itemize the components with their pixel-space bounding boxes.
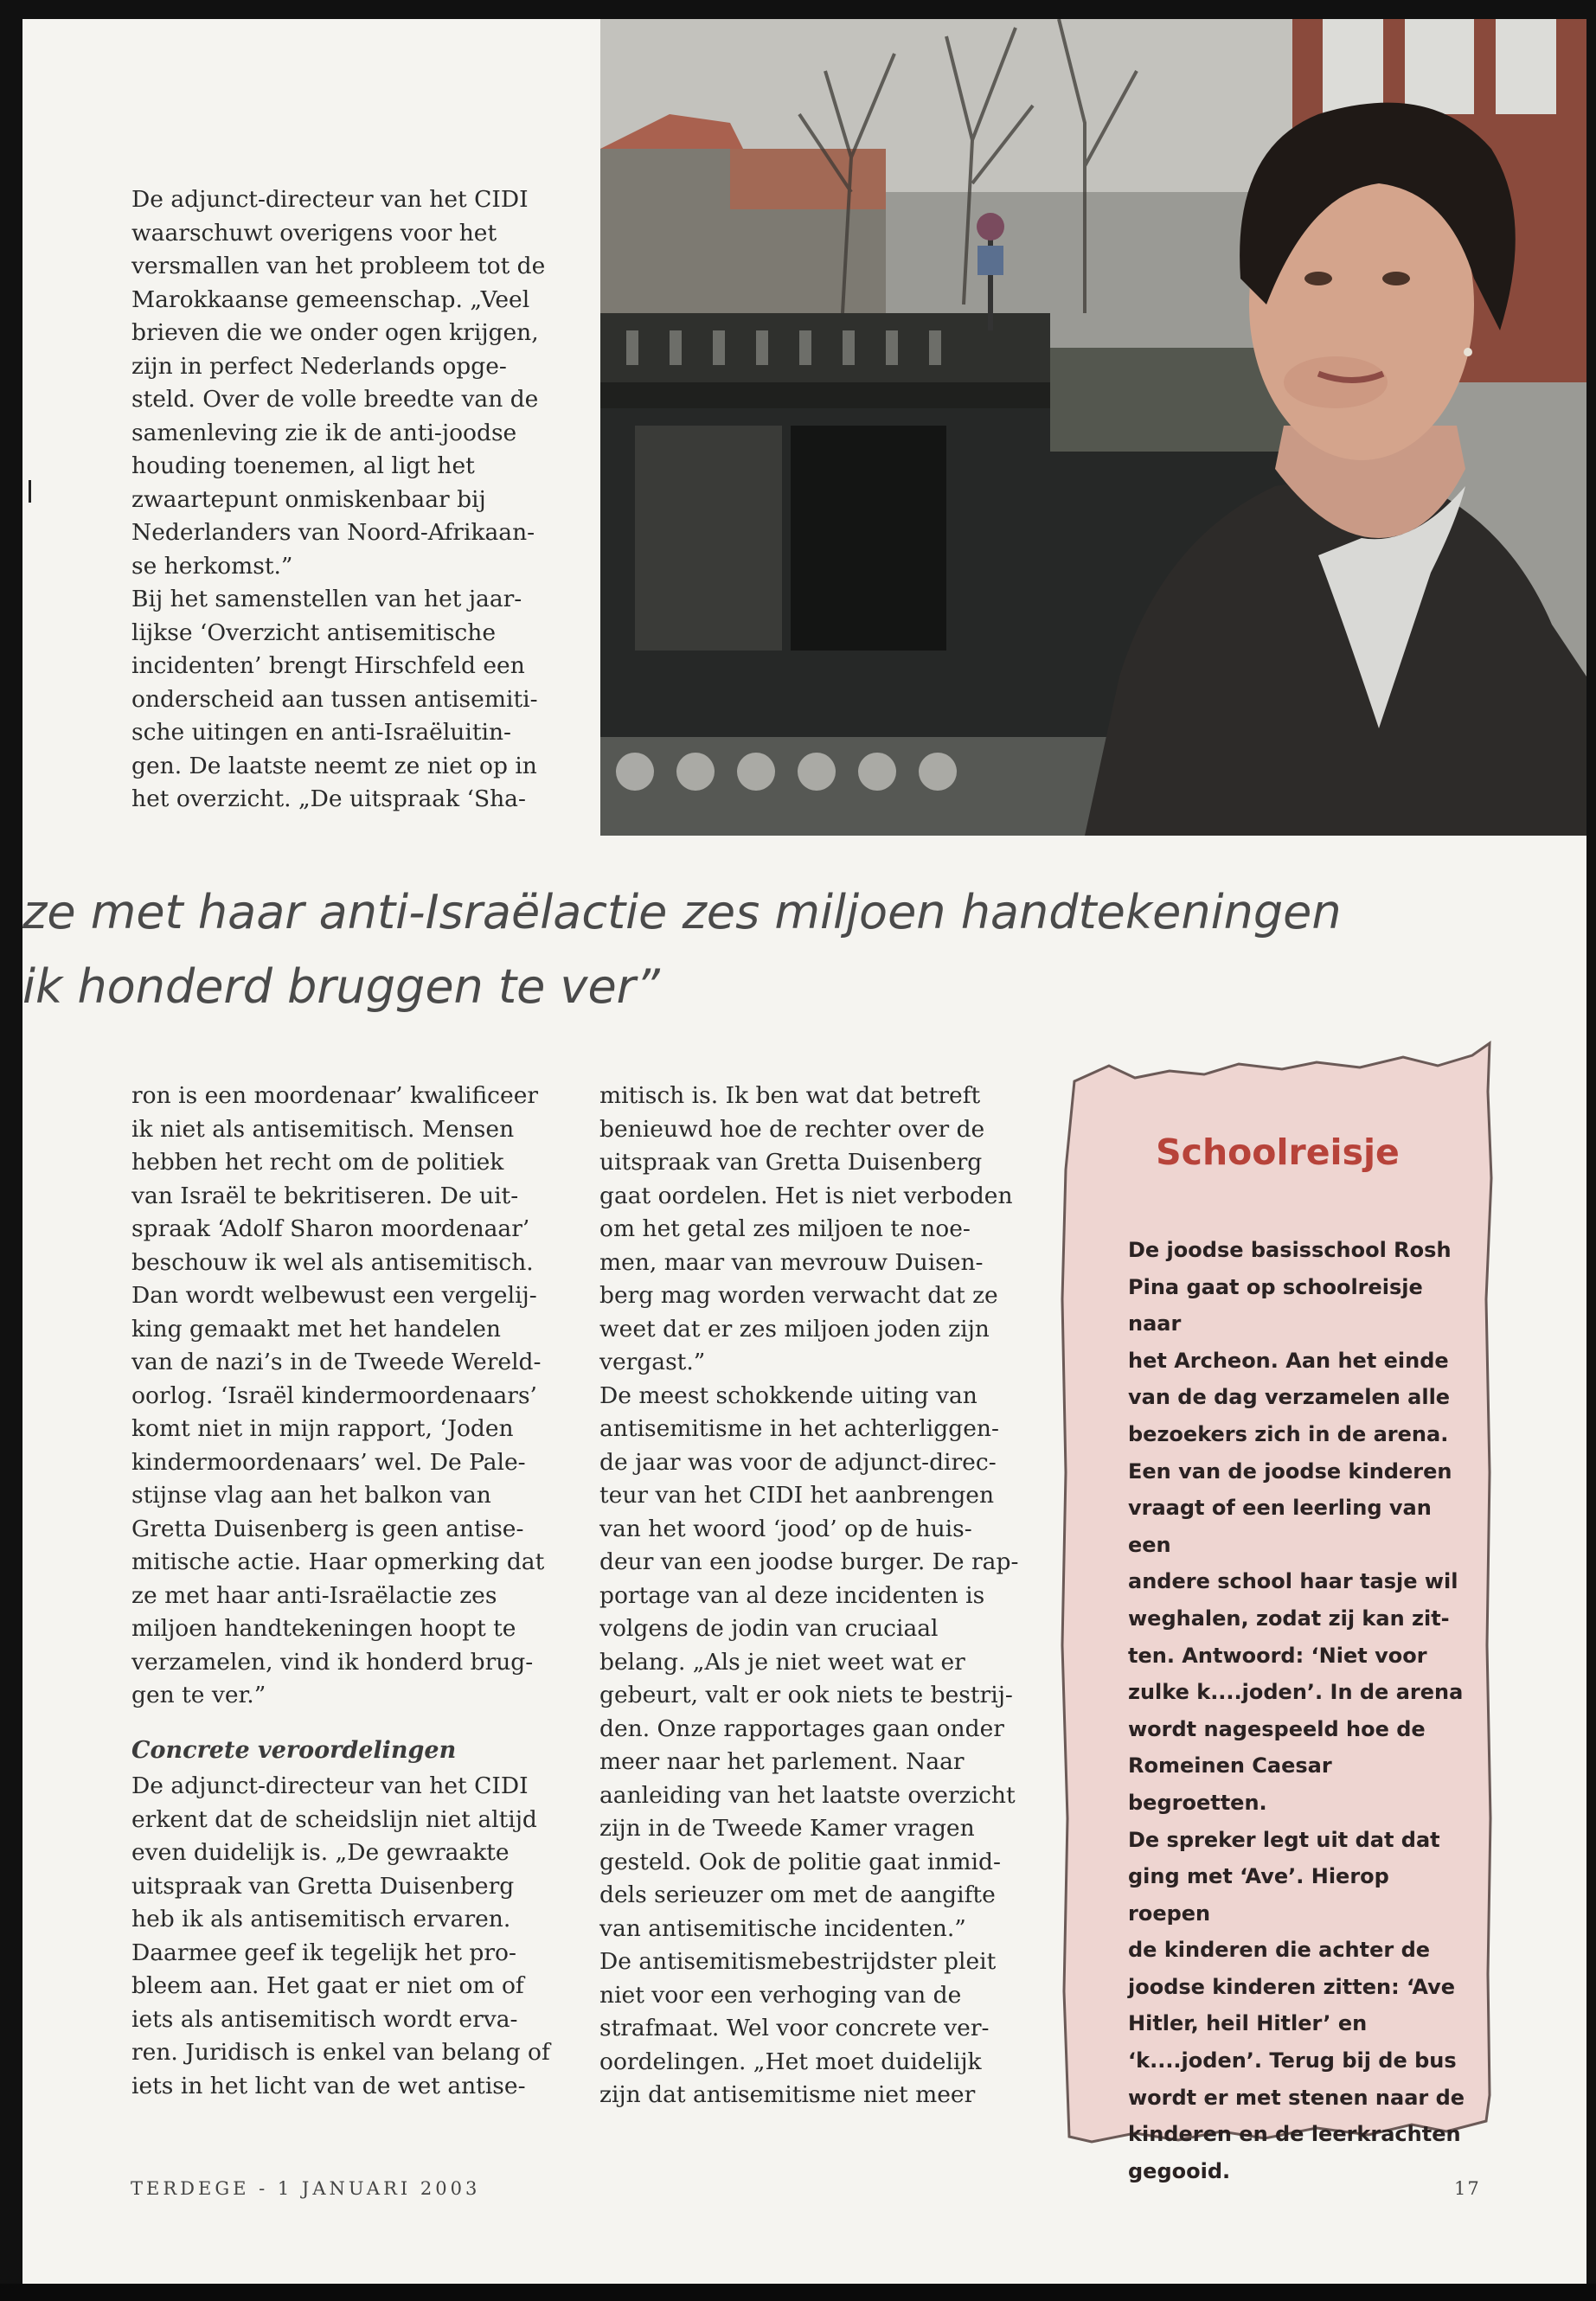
- portrait-photo: [600, 19, 1586, 836]
- pull-quote: ze met haar anti-Israëlactie zes miljoen handtekeningen ik honderd bruggen te ver”: [22, 885, 1342, 1014]
- intro-column: De adjunct-directeur van het CIDI waarschuwt overigens voor het versmallen van het probleem tot de Marokkaanse gemeenschap. „Veel brieven die we onder ogen krijgen, zijn in perfect Nederlands opge- steld. Over de volle breedte van de samenleving zie ik de anti-joodse houding toenemen, al ligt het zwaartepunt onmiskenbaar bij Nederlanders van Noord-Afrikaan- se herkomst.” Bij het samenstellen van het jaar- lijkse ‘Overzicht antisemitische incidenten’ brengt Hirschfeld een onderscheid aan tussen antisemiti- sche uitingen en anti-Israëluitin- gen. De laatste neemt ze niet op in het overzicht. „De uitspraak ‘Sha-: [131, 186, 546, 812]
- sidebar-box: [1057, 1040, 1498, 2284]
- photo-scene: [600, 19, 1586, 836]
- sidebar-title: Schoolreisje: [1156, 1131, 1400, 1173]
- left-column-continued: De adjunct-directeur van het CIDI erkent dat de scheidslijn niet altijd even duidelijk is. „De gewraakte uitspraak van Gretta Duisenberg heb ik als antisemitisch ervaren. Daarmee geef ik tegelijk het pro- bleem aan. Het gaat er niet om of iets als antisemitisch wordt erva- ren. Juridisch is enkel van belang of iets in het licht van de wet antise-: [131, 1772, 550, 2099]
- left-column: ron is een moordenaar’ kwalificeer ik niet als antisemitisch. Mensen hebben het recht om de politiek van Israël te bekritiseren. De uit- spraak ‘Adolf Sharon moordenaar’ beschouw ik wel als antisemitisch. Dan wordt welbewust een vergelij- king gemaakt met het handelen van de nazi’s in de Tweede Wereld- oorlog. ‘Israël kindermoordenaars’ komt niet in mijn rapport, ‘Joden kindermoordenaars’ wel. De Pale- stijnse vlag aan het balkon van Gretta Duisenberg is geen antise- mitische actie. Haar opmerking dat ze met haar anti-Israëlactie zes miljoen handtekeningen hoopt te verzamelen, vind ik honderd brug- gen te ver.”: [131, 1082, 545, 1708]
- middle-column: mitisch is. Ik ben wat dat betreft benieuwd hoe de rechter over de uitspraak van Gretta Duisenberg gaat oordelen. Het is niet verboden om het getal zes miljoen te noe- men, maar van mevrouw Duisen- berg mag worden verwacht dat ze weet dat er zes miljoen joden zijn vergast.” De meest schokkende uiting van antisemitisme in het achterliggen- de jaar was voor de adjunct-direc- teur van het CIDI het aanbrengen van het woord ‘jood’ op de huis- deur van een joodse burger. De rap- portage van al deze incidenten is volgens de jodin van cruciaal belang. „Als je niet weet wat er gebeurt, valt er ook niets te bestrij- den. Onze rapportages gaan onder meer naar het parlement. Naar aanleiding van het laatste overzicht zijn in de Tweede Kamer vragen gesteld. Ook de politie gaat inmid- dels serieuzer om met de aangifte van antisemitische incidenten.” De antisemitismebestrijdster pleit niet voor een verhoging van de strafmaat. Wel voor concrete ver- oordelingen. „Het moet duidelijk zijn dat antisemitisme niet meer: [599, 1082, 1019, 2108]
- page-number: 17: [1454, 2178, 1481, 2199]
- sidebar-body: De joodse basisschool Rosh Pina gaat op schoolreisje naar het Archeon. Aan het einde van de dag verzamelen alle bezoekers zich in de arena. Een van de joodse kinderen vraagt of een leerling van een andere school haar tasje wil weghalen, zodat zij kan zit- ten. Antwoord: ‘Niet voor zulke k....joden’. In de arena wordt nagespeeld hoe de Romeinen Caesar begroetten. De spreker legt uit dat dat ging met ‘Ave’. Hierop roepen de kinderen die achter de joodse kinderen zitten: ‘Ave Hitler, heil Hitler’ en ‘k....joden’. Terug bij de bus wordt er met stenen naar de kinderen en de leerkrachten gegooid.: [1128, 1238, 1465, 2183]
- scan-edge: [0, 2284, 1596, 2301]
- subheading: Concrete veroordelingen: [131, 1737, 457, 1764]
- registration-mark: [29, 480, 31, 503]
- footer-publication: TERDEGE - 1 JANUARI 2003: [131, 2178, 481, 2199]
- magazine-page: [22, 19, 1586, 2284]
